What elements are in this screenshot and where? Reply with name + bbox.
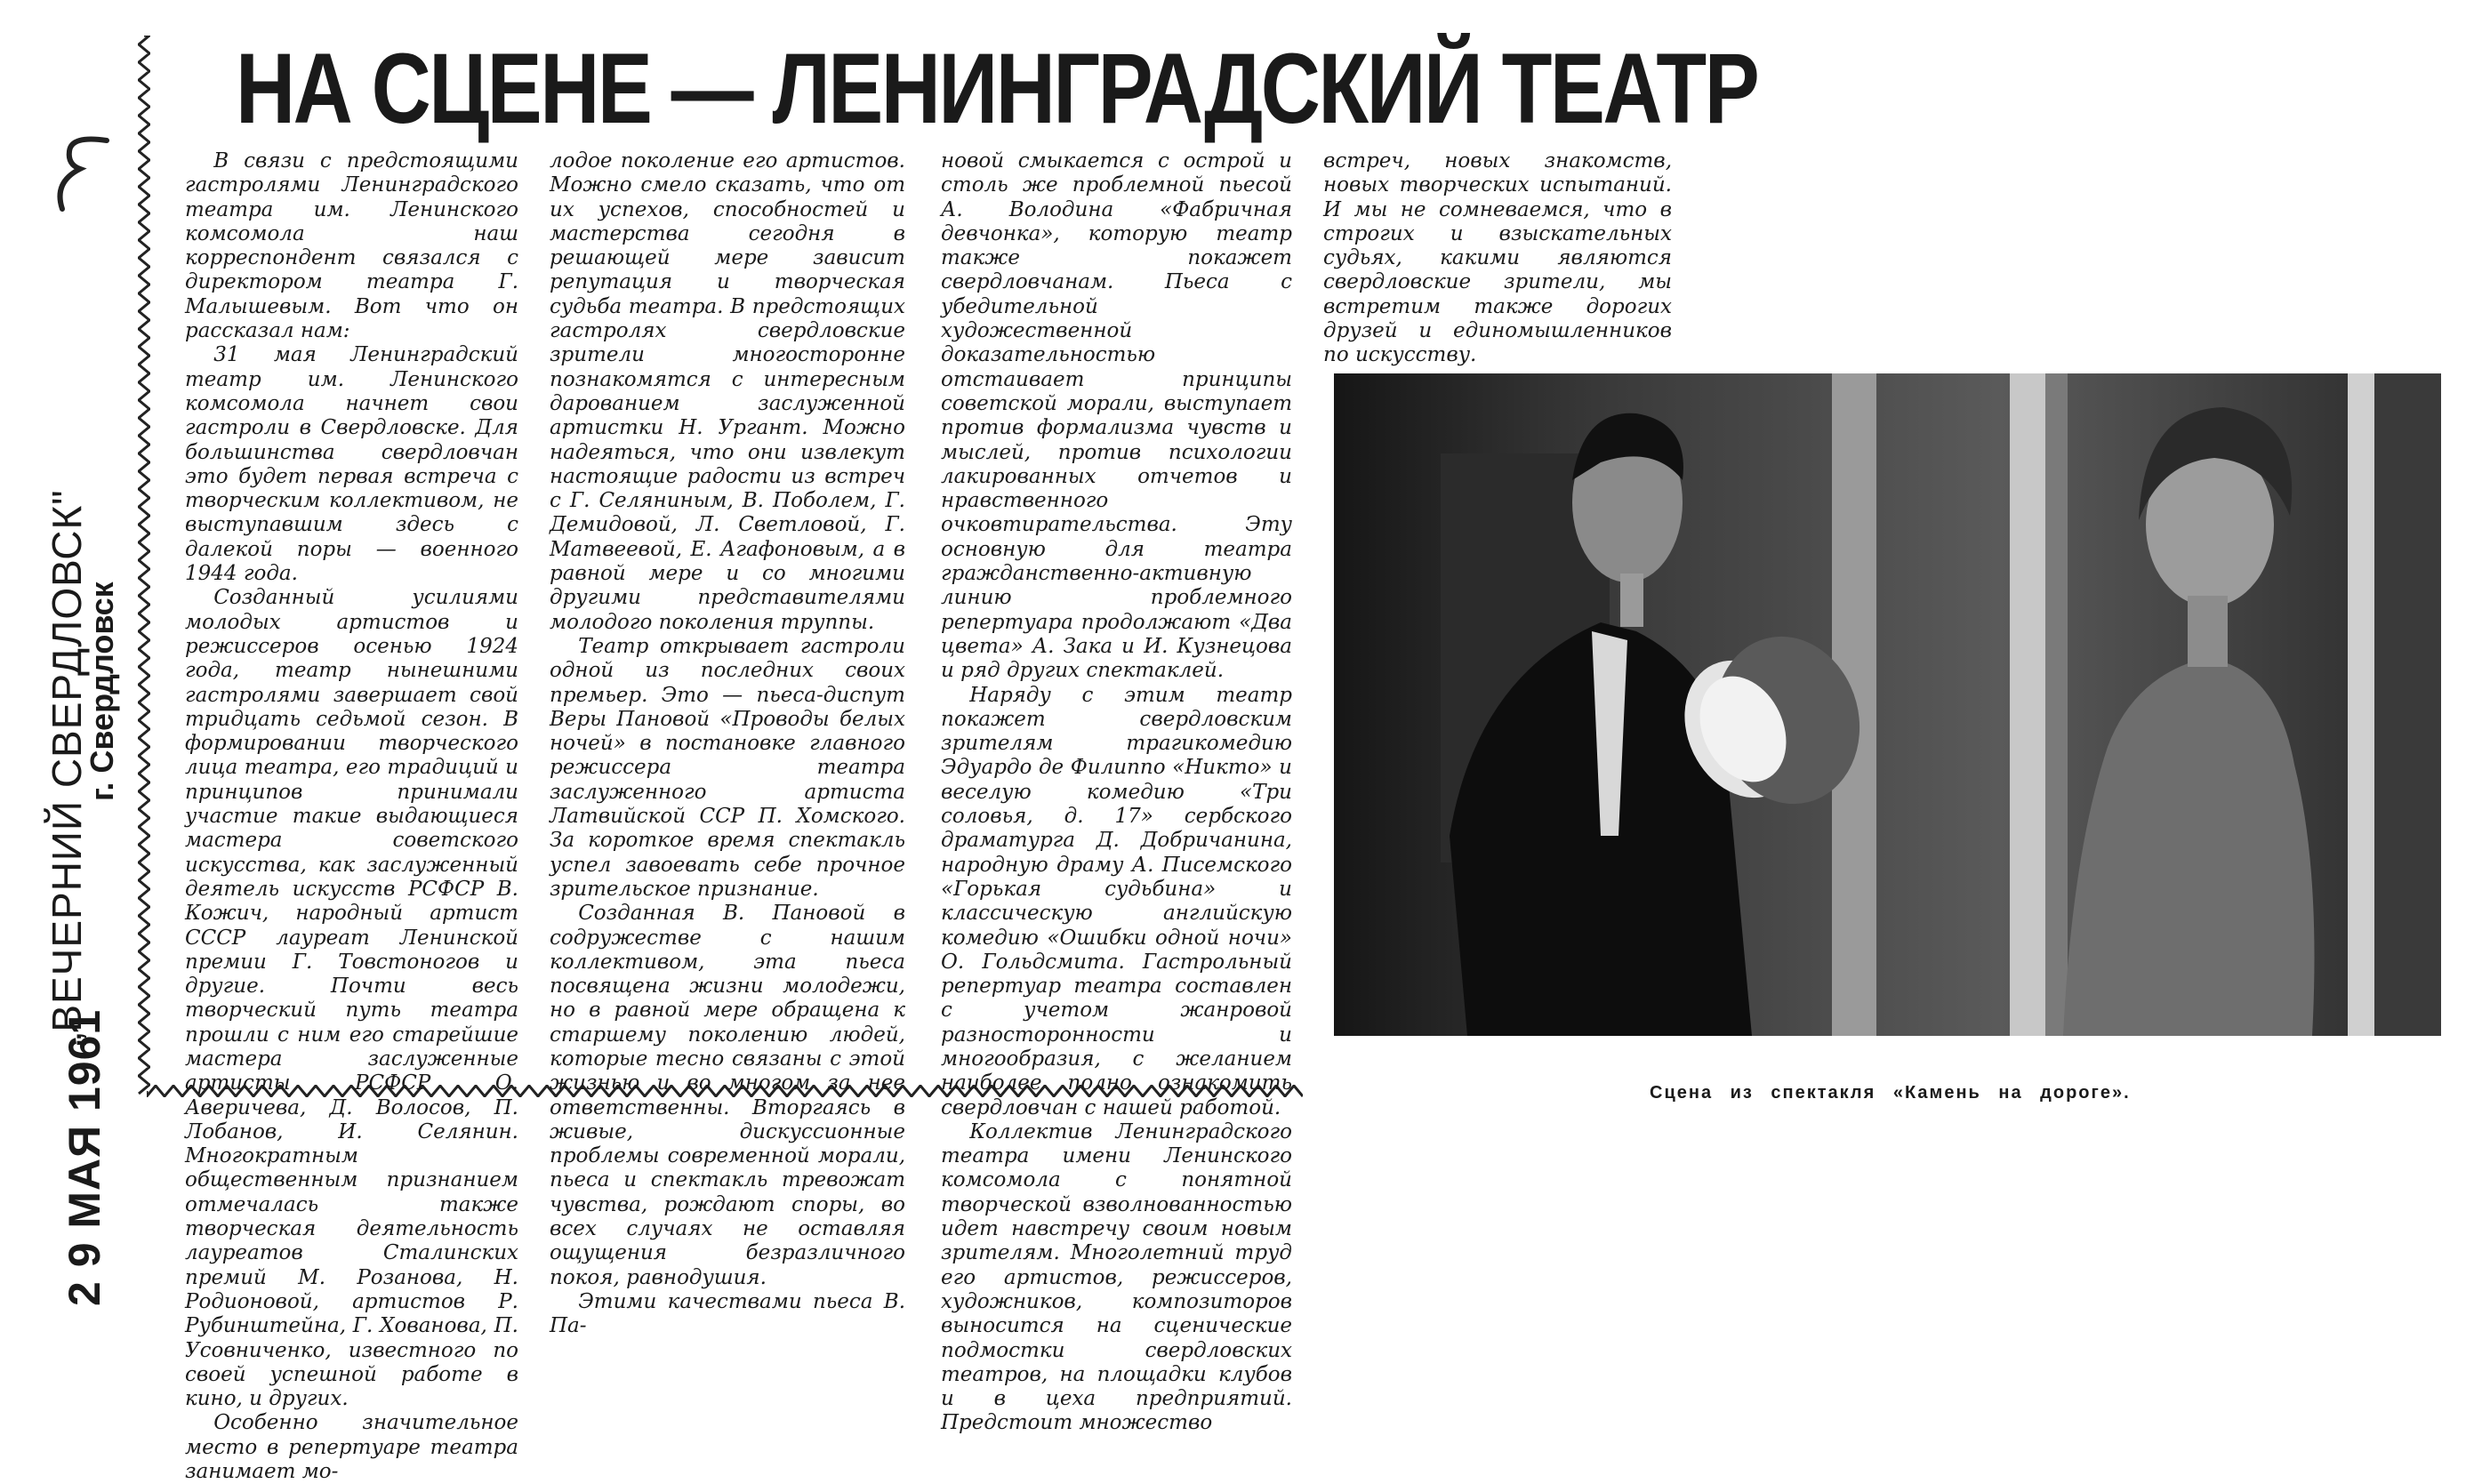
- newspaper-city: г. Свердловск: [84, 582, 120, 801]
- article-paragraph: новой смыкается с острой и столь же проблемной пьесой А. Володина «Фабричная девчонка», которую театр также покажет свердловчанам. Пьеса с убедительной художественной доказательностью отстаивает принципы советской морали, выступает против формализма чувств и мыслей, против психологии лакированных отчетов и нравственного очковтирательства. Эту основную для театра гражданственно-активную линию проблемного репертуара продолжают «Два цвета» А. Зака и И. Кузнецова и ряд других спектаклей.: [941, 149, 1292, 683]
- article-paragraph: Созданная В. Пановой в содружестве с нашим коллективом, эта пьеса посвящена жизни молодежи, но в равной мере обращена к старшему поколению людей, которые тесно связаны с этой жизнью и во многом за нее ответственны. Вторгаясь в живые, дискуссионные проблемы современной морали, пьеса и спектакль тревожат чувства, рождают споры, во всех случаях не оставляя ощущения безразличного покоя, равнодушия.: [550, 902, 905, 1289]
- archive-stamp: [31, 249, 138, 1306]
- article-paragraph: Особенно значительное место в репертуаре театра занимает мо-: [185, 1411, 518, 1484]
- article-paragraph: Наряду с этим театр покажет свердловским зрителям трагикомедию Эдуардо де Филиппо «Никто» и веселую комедию «Три соловья, д. 17» сербского драматурга Д. Добричанина, народную драму А. Писемского «Горькая судьбина» и классическую английскую комедию «Ошибки одной ночи» О. Гольдсмита. Гастрольный репертуар театра составлен с учетом жанровой разносторонности и многообразия, с желанием наиболее полно ознакомить свердловчан с нашей работой.: [941, 683, 1292, 1119]
- article-paragraph: 31 мая Ленинградский театр им. Ленинского комсомола начнет свои гастроли в Свердловске. Для большинства свердловчан это будет первая встреча с творческим коллективом, не выступавшим здесь с далекой поры — военного 1944 года.: [185, 343, 518, 586]
- article-paragraph: Коллектив Ленинградского театра имени Ленинского комсомола с понятной творческой взволнованностью идет навстречу своим новым зрителям. Многолетний труд его артистов, режиссеров, художников, композиторов выносится на сценические подмостки свердловских театров, на площадки клубов и в цеха предприятий. Предстоит множество: [941, 1119, 1292, 1435]
- article-paragraph: встреч, новых знакомств, новых творческих испытаний. И мы не сомневаемся, что в строгих и взыскательных судьях, какими являются свердловские зрители, мы встретим также дорогих друзей и единомышленников по искусству.: [1323, 149, 1672, 367]
- article-paragraph: лодое поколение его артистов. Можно смело сказать, что от их успехов, способностей и мастерства сегодня в решающей мере зависит репутация и творческая судьба театра. В предстоящих гастролях свердловские зрители многосторонне познакомятся с интересным дарованием заслуженной артистки Н. Ургант. Можно надеяться, что они извлекут настоящие радости из встреч с Г. Селяниным, В. Поболем, Г. Демидовой, Л. Светловой, Г. Матвеевой, Е. Агафоновым, а в равной мере и со многими другими представителями молодого поколения труппы.: [550, 149, 905, 634]
- clipping-edge-left: [138, 36, 150, 1098]
- article-column-3: [941, 149, 1292, 1436]
- article-column-2: [550, 149, 905, 1339]
- publication-date: 2 9 МАЯ 1961: [60, 1008, 109, 1306]
- article-paragraph: Театр открывает гастроли одной из последних своих премьер. Это — пьеса-диспут Веры Пановой «Проводы белых ночей» в постановке главного режиссера театра заслуженного артиста Латвийской ССР П. Хомского. За короткое время спектакль успел завоевать себе прочное зрительское признание.: [550, 634, 905, 901]
- article-paragraph: Этими качествами пьеса В. Па-: [550, 1289, 905, 1338]
- photo-caption: Сцена из спектакля «Камень на дороге».: [1650, 1083, 2131, 1103]
- handwritten-mark: [44, 133, 124, 213]
- theatre-scene-photo: [1334, 373, 2441, 1036]
- article-paragraph: Созданный усилиями молодых артистов и режиссеров осенью 1924 года, театр нынешними гастролями завершает свой тридцать седьмой сезон. В формировании творческого лица театра, его традиций и принципов принимали участие такие выдающиеся мастера советского искусства, как заслуженный деятель искусств РСФСР В. Кожич, народный артист СССР лауреат Ленинской премии Г. Товстоногов и другие. Почти весь творческий путь театра прошли с ним его старейшие мастера заслуженные артисты РСФСР О. Аверичева, Д. Волосов, П. Лобанов, И. Селянин. Многократным общественным признанием отмечалась также творческая деятельность лауреатов Сталинских премий М. Розанова, Н. Родионовой, артистов Р. Рубинштейна, Г. Хованова, П. Усовниченко, известного по своей успешной работе в кино, и других.: [185, 586, 518, 1411]
- article-column-1: [185, 149, 518, 1484]
- article-headline: НА СЦЕНЕ — ЛЕНИНГРАДСКИЙ ТЕАТР: [236, 33, 1758, 144]
- article-column-4: [1323, 149, 1672, 368]
- article-paragraph: В связи с предстоящими гастролями Ленинградского театра им. Ленинского комсомола наш корреспондент связался с директором театра Г. Малышевым. Вот что он рассказал нам:: [185, 149, 518, 343]
- newspaper-name: „ВЕЧЕРНИЙ СВЕРДЛОВСК": [44, 489, 90, 1047]
